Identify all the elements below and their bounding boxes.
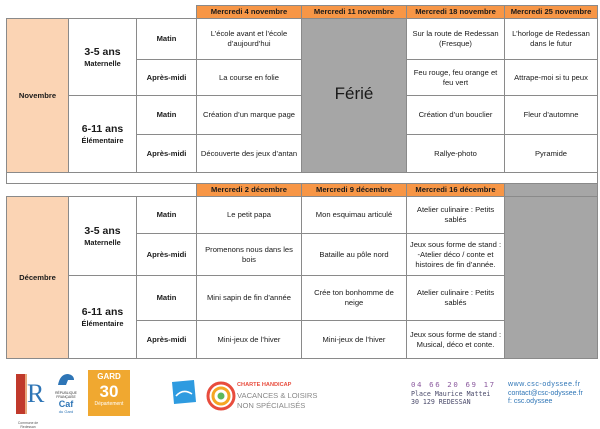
date-header: Mercredi 2 décembre [197, 184, 302, 197]
activity-cell: Mini-jeux de l’hiver [197, 321, 302, 359]
activity-cell: Jeux sous forme de stand : -Atelier déco / conte et histoires de fin d’année. [407, 234, 505, 276]
activity-cell: Mon esquimau articulé [302, 197, 407, 234]
facebook-link[interactable]: f: csc.odyssee [508, 398, 553, 405]
activity-cell: Le petit papa [197, 197, 302, 234]
activity-cell: Pyramide [505, 135, 598, 173]
caf-republic-text: RÉPUBLIQUE FRANÇAISE [55, 391, 77, 399]
caf-name: Caf [58, 399, 74, 409]
date-header: Mercredi 9 décembre [302, 184, 407, 197]
age-range: 3-5 ans [84, 45, 121, 58]
blue-badge-logo [168, 378, 198, 406]
handicap-title: CHARTE HANDICAP [237, 382, 292, 388]
handicap-line2: NON SPÉCIALISÉS [237, 401, 306, 410]
badge-icon [168, 378, 198, 406]
address-line: Place Maurice Mattei [411, 389, 491, 398]
activity-cell: Rallye-photo [407, 135, 505, 173]
handicap-line1: VACANCES & LOISIRS [237, 391, 318, 400]
redessan-logo [14, 372, 45, 429]
date-header: Mercredi 11 novembre [302, 6, 407, 19]
age-range: 6-11 ans [81, 122, 124, 135]
date-header: Mercredi 18 novembre [407, 6, 505, 19]
activity-cell: Mini sapin de fin d’année [197, 276, 302, 321]
empty-cell [505, 197, 598, 359]
caf-region: du Gard [58, 409, 74, 414]
date-header: Mercredi 4 novembre [197, 6, 302, 19]
gard-subtitle: Département [94, 401, 124, 407]
redessan-emblem-icon [14, 372, 45, 416]
activity-cell: Crée ton bonhomme de neige [302, 276, 407, 321]
website-link[interactable]: www.csc-odyssee.fr [508, 381, 581, 388]
age-group [69, 276, 137, 359]
slot-label: Après-midi [137, 135, 197, 173]
address-line: 30 129 REDESSAN [411, 398, 471, 406]
school-level: Maternelle [84, 237, 121, 247]
table-row [7, 197, 598, 234]
date-header: Mercredi 25 novembre [505, 6, 598, 19]
email-link[interactable]: contact@csc-odyssee.fr [508, 389, 583, 397]
phone-number: 04 66 20 69 17 [411, 380, 496, 389]
activity-cell: Promenons nous dans les bois [197, 234, 302, 276]
month-label: Décembre [7, 197, 69, 359]
slot-label: Après-midi [137, 60, 197, 96]
activity-cell: L’école avant et l’école d’aujourd’hui [197, 19, 302, 60]
footer [0, 366, 600, 429]
table-row [7, 19, 598, 60]
holiday-label: Férié [334, 84, 374, 103]
svg-text:R: R [27, 379, 45, 408]
gard-logo [88, 370, 130, 416]
section-spacer [7, 173, 598, 184]
caf-logo [48, 372, 84, 422]
november-date-header [7, 6, 598, 19]
activity-cell: L’horloge de Redessan dans le futur [505, 19, 598, 60]
age-group [69, 19, 137, 96]
gard-number: 30 [99, 382, 119, 401]
empty-header [505, 184, 598, 197]
activity-cell: La course en folie [197, 60, 302, 96]
school-level: Élémentaire [81, 135, 124, 145]
date-header: Mercredi 16 décembre [407, 184, 505, 197]
school-level: Maternelle [84, 58, 121, 68]
handicap-charter-logo [205, 378, 325, 414]
contact-block [411, 381, 501, 407]
activity-cell: Jeux sous forme de stand : Musical, déco et conte. [407, 321, 505, 359]
schedule-table [6, 5, 598, 359]
slot-label: Matin [137, 19, 197, 60]
activity-cell: Attrape-moi si tu peux [505, 60, 598, 96]
holiday-cell [302, 19, 407, 173]
activity-cell: Atelier culinaire : Petits sablés [407, 197, 505, 234]
redessan-logo-text: Commune de Redessan [17, 421, 39, 429]
age-range: 3-5 ans [84, 224, 121, 237]
slot-label: Matin [137, 276, 197, 321]
activity-cell: Bataille au pôle nord [302, 234, 407, 276]
slot-label: Matin [137, 197, 197, 234]
age-group [69, 96, 137, 173]
slot-label: Après-midi [137, 321, 197, 359]
slot-label: Après-midi [137, 234, 197, 276]
marianne-icon [56, 372, 76, 386]
web-block [508, 381, 600, 407]
activity-cell: Mini-jeux de l’hiver [302, 321, 407, 359]
activity-cell: Création d’un bouclier [407, 96, 505, 135]
gard-name: GARD [97, 372, 121, 381]
activity-cell: Création d’un marque page [197, 96, 302, 135]
school-level: Élémentaire [81, 318, 124, 328]
activity-cell: Atelier culinaire : Petits sablés [407, 276, 505, 321]
month-label: Novembre [7, 19, 69, 173]
age-group [69, 197, 137, 276]
activity-cell: Fleur d’automne [505, 96, 598, 135]
activity-cell: Sur la route de Redessan (Fresque) [407, 19, 505, 60]
activity-cell: Feu rouge, feu orange et feu vert [407, 60, 505, 96]
slot-label: Matin [137, 96, 197, 135]
handicap-circles-icon [205, 380, 237, 412]
age-range: 6-11 ans [81, 305, 124, 318]
activity-cell: Découverte des jeux d’antan [197, 135, 302, 173]
december-date-header [7, 184, 598, 197]
